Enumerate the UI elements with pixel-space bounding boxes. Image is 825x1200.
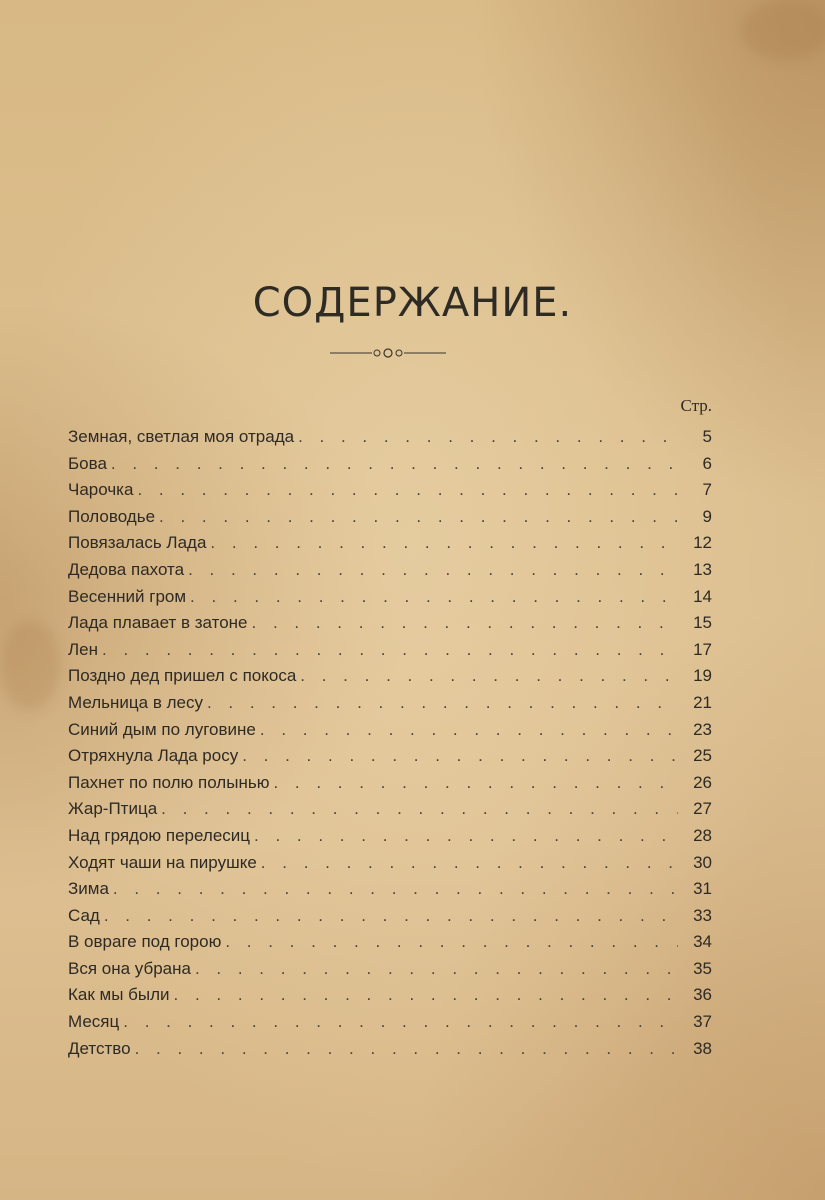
toc-entry-title: Как мы были: [68, 985, 170, 1005]
toc-dot-leader: [242, 743, 678, 769]
toc-dot-leader: [188, 557, 678, 583]
toc-entry-title: Отряхнула Лада росу: [68, 746, 239, 766]
toc-dot-leader: [300, 663, 678, 689]
toc-dot-leader: [298, 424, 678, 450]
toc-dot-leader: [210, 530, 678, 556]
toc-entry: [68, 424, 712, 451]
toc-entry: [68, 717, 712, 744]
toc-entry: [68, 610, 712, 637]
toc-entry-title: Месяц: [68, 1012, 120, 1032]
toc-entry: [68, 903, 712, 930]
toc-entry: [68, 770, 712, 797]
toc-entry: [68, 504, 712, 531]
toc-entry: [68, 1036, 712, 1063]
toc-dot-leader: [174, 982, 678, 1008]
toc-entry-title: Жар-Птица: [68, 799, 158, 819]
table-of-contents: [68, 424, 712, 1062]
toc-entry-page-number: 38: [693, 1038, 712, 1058]
toc-entry-title: Весенний гром: [68, 586, 187, 606]
toc-entry: [68, 557, 712, 584]
toc-entry-page-number: 31: [693, 879, 712, 899]
toc-entry-title: Чарочка: [68, 480, 134, 500]
toc-entry-title: Зима: [68, 879, 109, 899]
toc-entry-title: Повязалась Лада: [68, 533, 207, 553]
toc-dot-leader: [104, 903, 678, 929]
toc-entry-page-number: 34: [693, 932, 712, 952]
toc-entry-page-number: 21: [693, 692, 712, 712]
toc-entry-page-number: 13: [693, 559, 712, 579]
toc-entry: [68, 823, 712, 850]
toc-entry: [68, 743, 712, 770]
toc-entry-title: Дедова пахота: [68, 559, 185, 579]
toc-entry-page-number: 5: [702, 427, 712, 446]
toc-dot-leader: [254, 823, 678, 849]
toc-dot-leader: [190, 584, 678, 610]
toc-entry: [68, 876, 712, 903]
toc-dot-leader: [261, 850, 678, 876]
toc-entry-title: Поздно дед пришел с покоса: [68, 666, 297, 686]
toc-dot-leader: [260, 717, 678, 743]
toc-entry-title: Лен: [68, 639, 98, 659]
toc-entry-page-number: 15: [693, 613, 712, 633]
toc-entry-page-number: 25: [693, 746, 712, 766]
toc-dot-leader: [102, 637, 678, 663]
toc-entry: [68, 956, 712, 983]
toc-entry-page-number: 17: [693, 639, 712, 659]
toc-entry-title: Бова: [68, 453, 107, 473]
toc-entry-title: Пахнет по полю полынью: [68, 772, 270, 792]
toc-dot-leader: [225, 929, 678, 955]
toc-entry-page-number: 12: [693, 533, 712, 553]
toc-dot-leader: [252, 610, 678, 636]
toc-entry-page-number: 28: [693, 825, 712, 845]
toc-dot-leader: [159, 504, 678, 530]
toc-entry-page-number: 14: [693, 586, 712, 606]
toc-entry-page-number: 9: [702, 506, 712, 526]
toc-entry: [68, 477, 712, 504]
toc-entry-title: Сад: [68, 905, 100, 925]
toc-entry-page-number: 26: [693, 772, 712, 792]
toc-entry-title: Синий дым по луговине: [68, 719, 256, 739]
toc-entry: [68, 796, 712, 823]
toc-entry-page-number: 36: [693, 985, 712, 1005]
toc-entry-page-number: 37: [693, 1012, 712, 1032]
toc-entry-title: Земная, светлая моя отрада: [68, 427, 295, 446]
toc-entry-page-number: 19: [693, 666, 712, 686]
toc-entry-title: Детство: [68, 1038, 131, 1058]
toc-entry: [68, 690, 712, 717]
toc-entry-title: Ходят чаши на пирушке: [68, 852, 257, 872]
toc-entry: [68, 1009, 712, 1036]
toc-entry: [68, 584, 712, 611]
toc-entry: [68, 850, 712, 877]
toc-entry-page-number: 30: [693, 852, 712, 872]
toc-entry-page-number: 23: [693, 719, 712, 739]
toc-entry-page-number: 7: [702, 480, 712, 500]
toc-entry: [68, 982, 712, 1009]
toc-dot-leader: [207, 690, 678, 716]
toc-entry: [68, 929, 712, 956]
paper-stain: [0, 620, 60, 710]
toc-entry: [68, 530, 712, 557]
toc-dot-leader: [135, 1036, 678, 1062]
toc-entry-page-number: 27: [693, 799, 712, 819]
toc-dot-leader: [113, 876, 678, 902]
toc-dot-leader: [273, 770, 678, 796]
toc-entry-page-number: 33: [693, 905, 712, 925]
toc-entry-page-number: 35: [693, 958, 712, 978]
toc-dot-leader: [123, 1009, 678, 1035]
toc-entry: [68, 451, 712, 478]
toc-dot-leader: [161, 796, 678, 822]
toc-entry-title: Лада плавает в затоне: [68, 613, 248, 633]
title-ornament-divider: [330, 346, 446, 360]
toc-entry-title: В овраге под горою: [68, 932, 222, 952]
toc-entry-page-number: 6: [702, 453, 712, 473]
page-column-label: Стр.: [680, 396, 712, 415]
toc-entry: [68, 637, 712, 664]
toc-entry-title: Половодье: [68, 506, 156, 526]
toc-entry-title: Мельница в лесу: [68, 692, 203, 712]
toc-dot-leader: [111, 451, 678, 477]
toc-dot-leader: [137, 477, 678, 503]
toc-entry-title: Вся она убрана: [68, 958, 191, 978]
toc-dot-leader: [195, 956, 678, 982]
page-title: СОДЕРЖАНИЕ.: [252, 280, 573, 326]
toc-entry-title: Над грядою перелесиц: [68, 825, 251, 845]
toc-entry: [68, 663, 712, 690]
paper-stain: [740, 0, 825, 60]
